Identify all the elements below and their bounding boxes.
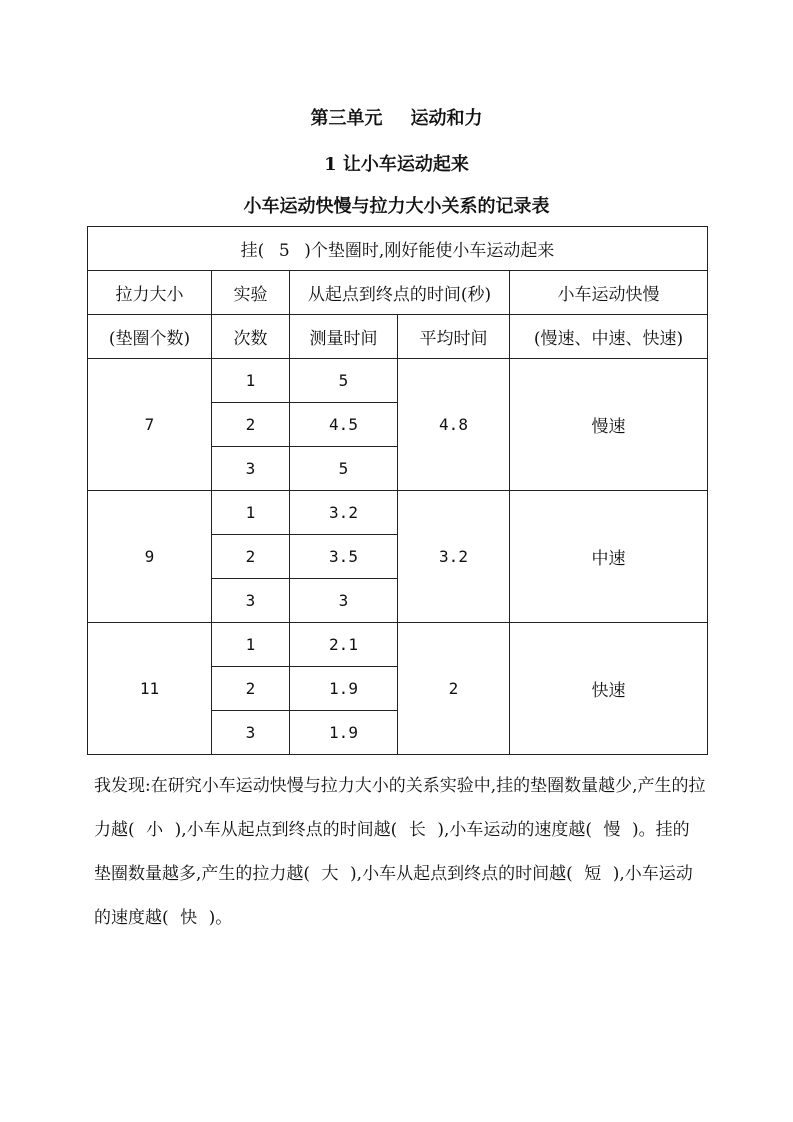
trial-cell: 2 bbox=[212, 535, 290, 579]
answer-blank: 小 bbox=[146, 820, 164, 840]
header-trial-sub: 次数 bbox=[212, 315, 290, 359]
table-row bbox=[88, 491, 708, 535]
lesson-title: 1 让小车运动起来 bbox=[324, 154, 469, 175]
trial-cell: 2 bbox=[212, 667, 290, 711]
header-measured: 测量时间 bbox=[290, 315, 398, 359]
washer-row-suffix: )个垫圈时,刚好能使小车运动起来 bbox=[304, 241, 555, 261]
washer-count-value: 5 bbox=[278, 241, 290, 261]
finding-text: )。挂的垫圈数量越多,产生的拉力越( bbox=[94, 820, 690, 884]
header-average: 平均时间 bbox=[398, 315, 510, 359]
speed-cell: 快速 bbox=[510, 623, 708, 755]
header-time-group: 从起点到终点的时间(秒) bbox=[290, 271, 510, 315]
finding-text: ),小车从起点到终点的时间越( bbox=[174, 820, 398, 840]
trial-cell: 1 bbox=[212, 359, 290, 403]
force-cell: 7 bbox=[88, 359, 212, 491]
time-cell: 5 bbox=[290, 359, 398, 403]
finding-text: 我发现:在研究小车运动快慢与拉力大小的关系实验中,挂的垫圈数量越少,产生的拉力越( bbox=[94, 776, 706, 840]
table-row bbox=[88, 359, 708, 403]
trial-cell: 1 bbox=[212, 623, 290, 667]
finding-text: )。 bbox=[208, 908, 233, 928]
header-force-sub: (垫圈个数) bbox=[88, 315, 212, 359]
time-cell: 1.9 bbox=[290, 667, 398, 711]
washer-row-prefix: 挂( bbox=[240, 241, 265, 261]
trial-cell: 3 bbox=[212, 447, 290, 491]
header-speed: 小车运动快慢 bbox=[510, 271, 708, 315]
unit-title-part2: 运动和力 bbox=[410, 108, 483, 129]
time-cell: 2.1 bbox=[290, 623, 398, 667]
time-cell: 3.2 bbox=[290, 491, 398, 535]
force-cell: 9 bbox=[88, 491, 212, 623]
answer-blank: 短 bbox=[584, 864, 602, 884]
answer-blank: 长 bbox=[408, 820, 426, 840]
time-cell: 1.9 bbox=[290, 711, 398, 755]
answer-blank: 慢 bbox=[603, 820, 621, 840]
trial-cell: 2 bbox=[212, 403, 290, 447]
unit-title-part1: 第三单元 bbox=[310, 108, 383, 129]
finding-text: ),小车运动的速度越( bbox=[94, 864, 693, 928]
finding-text: ),小车从起点到终点的时间越( bbox=[350, 864, 573, 884]
answer-blank: 快 bbox=[180, 908, 198, 928]
speed-cell: 中速 bbox=[510, 491, 708, 623]
record-table bbox=[87, 226, 708, 755]
trial-cell: 1 bbox=[212, 491, 290, 535]
header-speed-sub: (慢速、中速、快速) bbox=[510, 315, 708, 359]
time-cell: 4.5 bbox=[290, 403, 398, 447]
time-cell: 3 bbox=[290, 579, 398, 623]
average-cell: 3.2 bbox=[398, 491, 510, 623]
time-cell: 3.5 bbox=[290, 535, 398, 579]
header-trial: 实验 bbox=[212, 271, 290, 315]
time-cell: 5 bbox=[290, 447, 398, 491]
finding-text: ),小车运动的速度越( bbox=[437, 820, 592, 840]
unit-title bbox=[0, 104, 793, 130]
header-force: 拉力大小 bbox=[88, 271, 212, 315]
speed-cell: 慢速 bbox=[510, 359, 708, 491]
table-title: 小车运动快慢与拉力大小关系的记录表 bbox=[243, 196, 550, 217]
washer-count-row bbox=[88, 227, 708, 271]
average-cell: 4.8 bbox=[398, 359, 510, 491]
trial-cell: 3 bbox=[212, 711, 290, 755]
answer-blank: 大 bbox=[321, 864, 339, 884]
force-cell: 11 bbox=[88, 623, 212, 755]
trial-cell: 3 bbox=[212, 579, 290, 623]
table-row bbox=[88, 623, 708, 667]
average-cell: 2 bbox=[398, 623, 510, 755]
finding-paragraph bbox=[94, 764, 706, 940]
